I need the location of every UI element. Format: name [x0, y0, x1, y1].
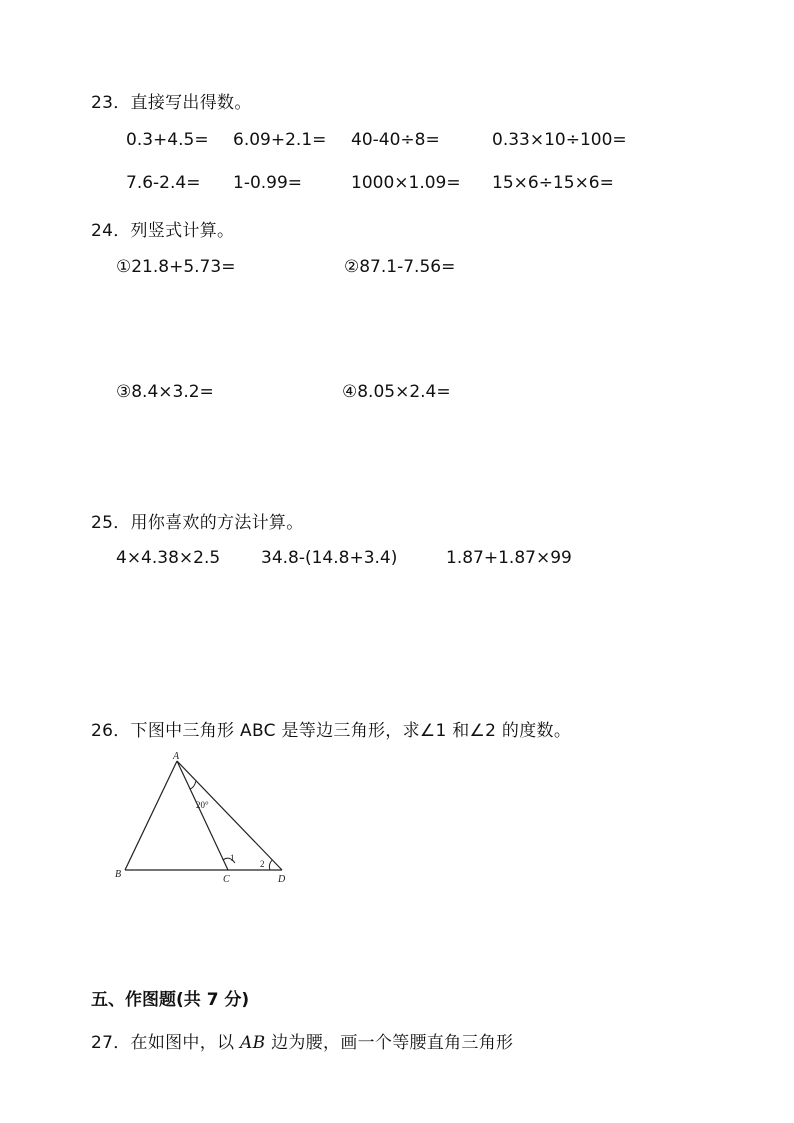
- section-5-title: 五、作图题(共 7 分): [91, 990, 250, 1010]
- q23-r1-c3: 40-40÷8=: [351, 130, 440, 150]
- label-b: B: [115, 869, 122, 880]
- label-angle-1: 1: [230, 853, 235, 863]
- q23-r2-c4: 15×6÷15×6=: [492, 173, 614, 193]
- q23-r2-c2: 1-0.99=: [233, 173, 303, 193]
- label-d: D: [278, 874, 286, 885]
- side-ac: [177, 761, 228, 870]
- side-ab: [125, 761, 177, 870]
- q24-item-4: ④8.05×2.4=: [342, 382, 451, 402]
- q23-r1-c1: 0.3+4.5=: [126, 130, 209, 150]
- triangle-figure: [100, 748, 300, 888]
- label-20deg: 20°: [196, 800, 209, 810]
- angle-arc-20: [190, 781, 196, 789]
- q27-suffix: 边为腰，画一个等腰直角三角形: [265, 1033, 514, 1053]
- q27-prefix: 27．在如图中，以: [91, 1033, 241, 1053]
- q25-item-3: 1.87+1.87×99: [446, 548, 572, 568]
- label-a: A: [173, 751, 180, 762]
- q27-text: [91, 1028, 513, 1053]
- q23-r2-c3: 1000×1.09=: [351, 173, 461, 193]
- q24-item-2: ②87.1-7.56=: [344, 257, 456, 277]
- q23-r1-c2: 6.09+2.1=: [233, 130, 327, 150]
- q23-r1-c4: 0.33×10÷100=: [492, 130, 627, 150]
- q25-title: 25．用你喜欢的方法计算。: [91, 513, 304, 533]
- q24-title: 24．列竖式计算。: [91, 221, 235, 241]
- q24-item-1: ①21.8+5.73=: [116, 257, 236, 277]
- q27-ab: AB: [240, 1033, 266, 1053]
- q25-item-2: 34.8-(14.8+3.4): [261, 548, 398, 568]
- label-c: C: [223, 874, 230, 885]
- q24-item-3: ③8.4×3.2=: [116, 382, 214, 402]
- q25-item-1: 4×4.38×2.5: [116, 548, 221, 568]
- q23-r2-c1: 7.6-2.4=: [126, 173, 201, 193]
- q26-title: 26．下图中三角形 ABC 是等边三角形，求∠1 和∠2 的度数。: [91, 721, 572, 741]
- q23-title: 23．直接写出得数。: [91, 93, 252, 113]
- angle-arc-2: [269, 860, 272, 870]
- label-angle-2: 2: [260, 859, 265, 869]
